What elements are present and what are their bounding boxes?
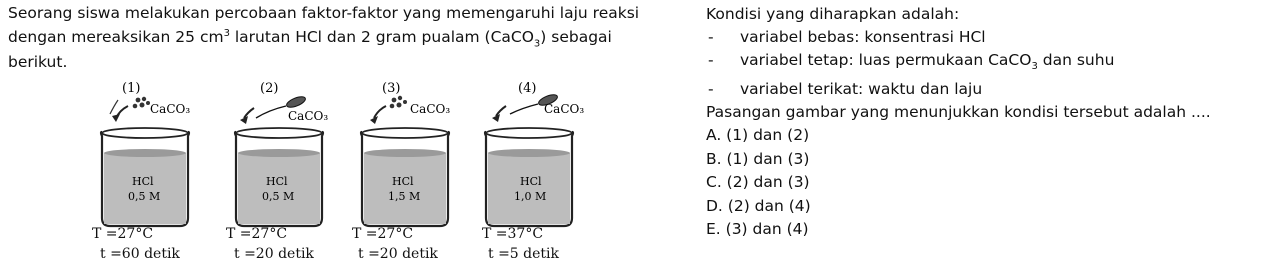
beaker-2-conc: 0,5 M [262, 190, 295, 203]
beaker-4 [464, 80, 594, 266]
answer-option-b[interactable]: B. (1) dan (3) [706, 149, 810, 168]
condition-dash: - [708, 80, 714, 99]
beaker-1-solution: HCl [132, 175, 154, 188]
intro-sup: 3 [223, 27, 230, 39]
condition-text: variabel bebas: konsentrasi HCl [740, 28, 986, 46]
beaker-2-solution: HCl [266, 175, 288, 188]
beaker-2 [214, 80, 344, 266]
conditions-panel [706, 3, 1261, 242]
beaker-3-drawing [340, 80, 470, 230]
condition-item [706, 78, 1261, 101]
beaker-4-number: (4) [518, 81, 537, 96]
beaker-4-time: t =5 detik [488, 246, 559, 262]
intro-line-1: Seorang siswa melakukan percobaan faktor-faktor yang memengaruhi laju reaksi [8, 4, 640, 22]
beaker-4-solution: HCl [520, 175, 542, 188]
beaker-2-number: (2) [260, 81, 279, 96]
condition-dash: - [708, 51, 714, 69]
beaker-2-time: t =20 detik [234, 246, 314, 262]
question-prompt: Pasangan gambar yang menunjukkan kondisi tersebut adalah .... [706, 103, 1211, 122]
beaker-4-solid: CaCO₃ [544, 102, 585, 116]
beaker-3-solid: CaCO₃ [410, 102, 451, 116]
beaker-2-drawing [214, 80, 344, 230]
condition-sub: 3 [1031, 61, 1038, 73]
conditions-heading: Kondisi yang diharapkan adalah: [706, 5, 960, 23]
beaker-2-solid: CaCO₃ [288, 109, 329, 123]
beaker-4-conc: 1,0 M [514, 190, 547, 203]
intro-line-3: berikut. [8, 53, 68, 72]
condition-text-b: dan suhu [1037, 51, 1115, 69]
intro-line-2 [8, 24, 678, 54]
beaker-2-temp: T =27°C [226, 226, 288, 242]
powder-icon [133, 97, 150, 109]
beaker-1-conc: 0,5 M [128, 190, 161, 203]
intro-line-2-a: dengan mereaksikan 25 cm [8, 27, 224, 46]
beaker-4-temp: T =37°C [482, 226, 544, 242]
beaker-4-drawing [464, 80, 594, 230]
question-intro [8, 4, 678, 73]
powder-icon [390, 96, 407, 109]
beaker-figure [80, 80, 600, 266]
answer-option-e[interactable]: E. (3) dan (4) [706, 220, 809, 239]
intro-sub: 3 [533, 37, 541, 49]
beaker-1-number: (1) [122, 81, 141, 96]
beaker-3-temp: T =27°C [352, 226, 414, 242]
beaker-1-time: t =60 detik [100, 246, 180, 262]
beaker-1 [80, 80, 210, 266]
beaker-1-solid: CaCO₃ [150, 102, 191, 116]
condition-item [706, 26, 1261, 49]
beaker-1-drawing [80, 80, 210, 230]
intro-line-2-c: ) sebagai [540, 27, 612, 46]
answer-option-a[interactable]: A. (1) dan (2) [706, 126, 810, 145]
answer-option-d[interactable]: D. (2) dan (4) [706, 196, 811, 215]
beaker-1-temp: T =27°C [92, 226, 154, 242]
beaker-3-solution: HCl [392, 175, 414, 188]
condition-dash: - [708, 28, 714, 46]
condition-text: variabel terikat: waktu dan laju [740, 80, 983, 99]
condition-item [706, 49, 1261, 78]
beaker-3-time: t =20 detik [358, 246, 438, 262]
condition-text-a: variabel tetap: luas permukaan CaCO [740, 51, 1032, 69]
beaker-3 [340, 80, 470, 266]
answer-option-c[interactable]: C. (2) dan (3) [706, 173, 810, 192]
beaker-3-conc: 1,5 M [388, 190, 421, 203]
intro-line-2-b: larutan HCl dan 2 gram pualam (CaCO [229, 27, 534, 46]
beaker-3-number: (3) [382, 81, 401, 96]
